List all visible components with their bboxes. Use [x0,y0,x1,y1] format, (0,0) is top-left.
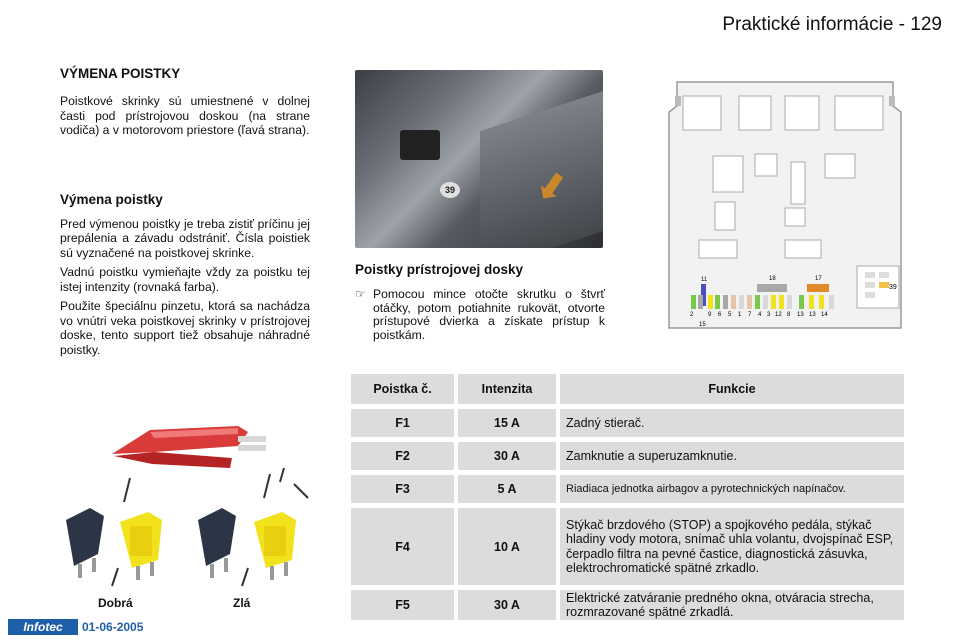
paragraph-1: Pred výmenou poistky je treba zistiť príčinu jej prepálenia a závadu odstrániť. Čísla poistiek sú vyznačené na poistkovej skrinke. [60,216,310,260]
fusebox-label-1: 1 [738,312,742,318]
fusebox-label-13b: 13 [809,312,816,318]
good-fuse-dark [66,508,104,578]
dash-fuses-title: Poistky prístrojovej dosky [355,262,524,277]
bad-fuse-dark [198,508,236,578]
fuse-number: F1 [351,409,454,437]
instruction-text: Pomocou mince otočte skrutku o štvrť otáčky, potom potiahnite rukovät, otvorte prístupové dvierka a získate prístup k poistkám. [373,287,605,342]
fusebox-label-6: 6 [718,312,722,318]
footer-date: 01-06-2005 [82,620,144,634]
table-row [351,442,904,470]
photo-slot [400,130,440,160]
fuse-amperage: 30 A [458,590,556,620]
fusebox-label-14: 14 [821,312,828,318]
middle-column [355,262,605,342]
header-amperage: Intenzita [458,374,556,404]
fusebox-label-17: 17 [815,276,822,282]
fuse-function: Zadný stierač. [560,409,904,437]
fuse-amperage: 5 A [458,475,556,503]
good-fuse-yellow [120,512,162,580]
fuse-number: F3 [351,475,454,503]
header-function: Funkcie [560,374,904,404]
fusebox-side-label: 39 [889,284,897,291]
fusebox-label-8: 8 [787,312,791,318]
bad-fuse-yellow [254,512,296,580]
fusebox-label-18: 18 [769,276,776,282]
fusebox-label-13a: 13 [797,312,804,318]
intro-paragraph: Poistkové skrinky sú umiestnené v dolnej časti pod prístrojovou doskou (na strane vodiča) a v motorovom priestore (ľavá strana). [60,94,310,137]
paragraph-3: Použite špeciálnu pinzetu, ktorá sa nachádza vo vnútri veka poistkovej skrinky v prístrojovej doske, tento support tiež obsahuje náhradné poistky. [60,299,310,357]
fusebox-label-12: 12 [775,312,782,318]
section-title: VÝMENA POISTKY [60,66,181,81]
fusebox-label-9: 9 [708,312,712,318]
infotec-logo: Infotec [8,619,78,635]
fusebox-label-15: 15 [699,322,706,328]
fusebox-label-4: 4 [758,312,762,318]
paragraph-2: Vadnú poistku vymieňajte vždy za poistku tej istej intenzity (rovnaká farba). [60,265,310,294]
left-column [60,66,310,362]
arrow-down-icon: ⬇ [525,161,576,215]
fuse-amperage: 15 A [458,409,556,437]
fuse-number: F4 [351,508,454,585]
fusebox-diagram [665,76,905,336]
page-header: Praktické informácie - 129 [722,14,942,35]
good-fuse-label: Dobrá [98,596,133,610]
table-row [351,508,904,585]
header-fuse: Poistka č. [351,374,454,404]
photo-panel [480,89,603,248]
fusebox-label-2: 2 [690,312,694,318]
table-row [351,475,904,503]
fusebox-label-7: 7 [748,312,752,318]
table-row [351,409,904,437]
fuse-function: Zamknutie a superuzamknutie. [560,442,904,470]
fuse-amperage: 30 A [458,442,556,470]
fuse-function: Stýkač brzdového (STOP) a spojkového pedála, stýkač hladiny vody motora, snímač uhla volantu, dvojspínač ESP, čerpadlo filtra na pevné častice, diagnostická zásuvka, elektrochromatické spätné zrkadlo. [560,508,904,585]
fuse-comparison-illustration [58,468,316,588]
fuse-function: Riadiaca jednotka airbagov a pyrotechnických napínačov. [560,475,904,503]
subsection-title: Výmena poistky [60,191,163,207]
fuse-number: F2 [351,442,454,470]
fuse-function: Elektrické zatváranie predného okna, otváracia strecha, rozmrazované spätné zrkadlá. [560,590,904,620]
table-row [351,590,904,620]
dashboard-photo [355,70,603,248]
fuse-table [351,374,904,625]
photo-badge: 39 [440,182,460,198]
instruction-bullet [355,288,605,342]
fusebox-label-11: 11 [701,277,708,283]
fusebox-label-5: 5 [728,312,732,318]
fuse-number: F5 [351,590,454,620]
table-header-row [351,374,904,404]
fuse-amperage: 10 A [458,508,556,585]
bad-fuse-label: Zlá [233,596,251,610]
finger-pointing-icon: ☞ [355,287,366,301]
fusebox-label-3: 3 [767,312,771,318]
